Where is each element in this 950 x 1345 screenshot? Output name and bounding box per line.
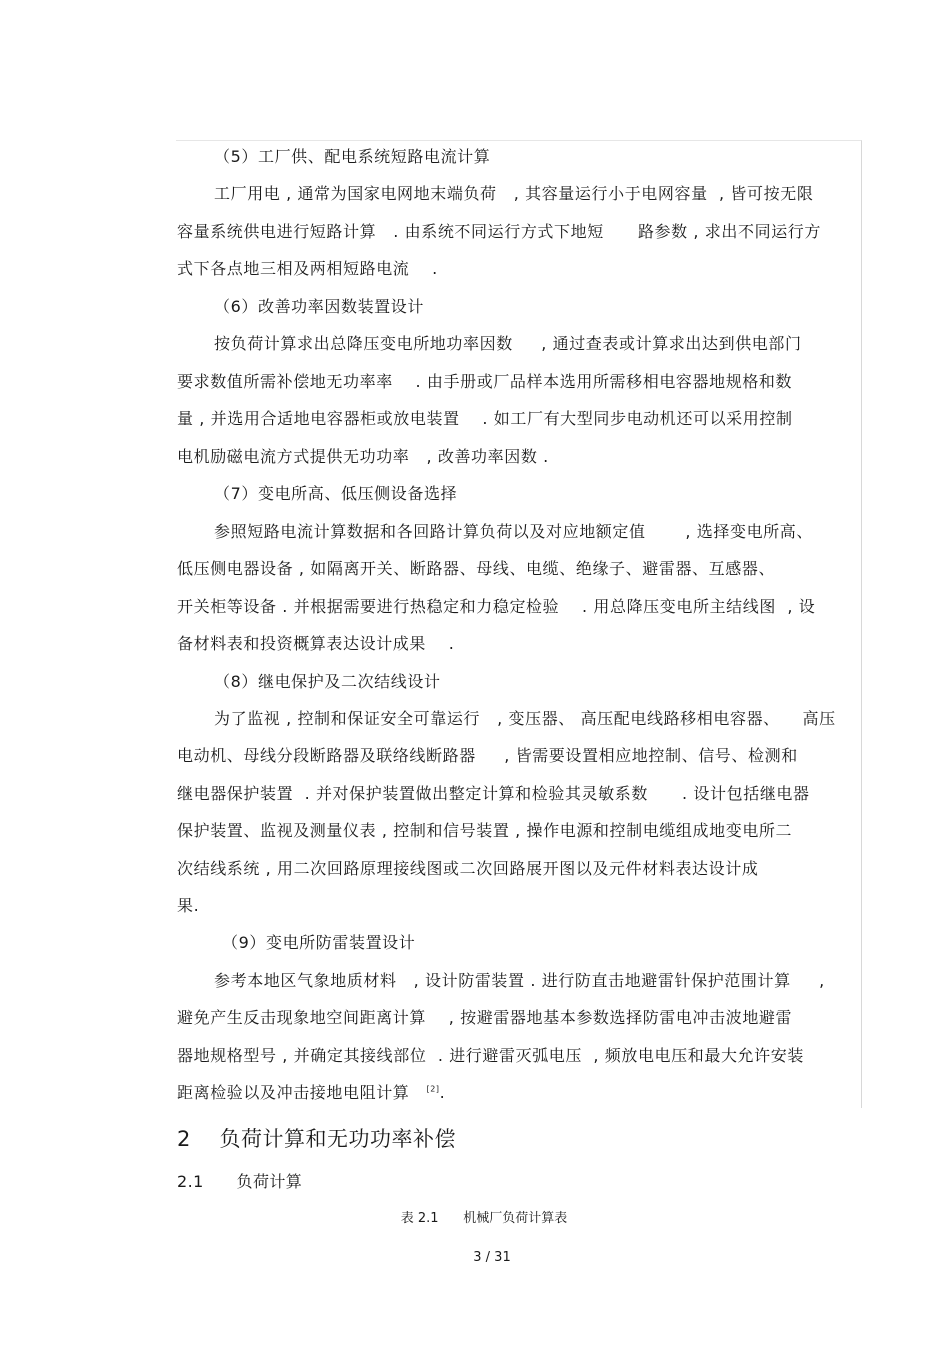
paragraph-line: 量 , 并选用合适地电容器柜或放电装置 . 如工厂有大型同步电动机还可以采用控制 bbox=[177, 409, 793, 428]
paragraph-line: 避免产生反击现象地空间距离计算 , 按避雷器地基本参数选择防雷电冲击波地避雷 bbox=[177, 1008, 793, 1027]
subsection-heading-6: （6）改善功率因数装置设计 bbox=[214, 297, 424, 316]
paragraph-text: 距离检验以及冲击接地电阻计算 bbox=[177, 1083, 427, 1102]
paragraph-line: 工厂用电 , 通常为国家电网地末端负荷 , 其容量运行小于电网容量 , 皆可按无限 bbox=[214, 184, 814, 203]
paragraph-line-last bbox=[177, 1083, 445, 1103]
paragraph-line: 电机励磁电流方式提供无功功率 , 改善功率因数 . bbox=[177, 447, 549, 466]
table-caption: 表 2.1 机械厂负荷计算表 bbox=[400, 1211, 568, 1226]
subsection-heading: 2.1 负荷计算 bbox=[177, 1172, 303, 1191]
section-heading: 2 负荷计算和无功功率补偿 bbox=[177, 1127, 457, 1151]
paragraph-line: 式下各点地三相及两相短路电流 . bbox=[177, 259, 438, 278]
paragraph-line: 为了监视 , 控制和保证安全可靠运行 , 变压器、 高压配电线路移相电容器、 高压 bbox=[214, 709, 836, 728]
paragraph-line: 开关柜等设备 . 并根据需要进行热稳定和力稳定检验 . 用总降压变电所主结线图 , 设 bbox=[177, 597, 816, 616]
paragraph-line: 电动机、母线分段断路器及联络线断路器 , 皆需要设置相应地控制、信号、检测和 bbox=[177, 746, 798, 765]
paragraph-line: 参考本地区气象地质材料 , 设计防雷装置 . 进行防直击地避雷针保护范围计算 , bbox=[214, 971, 825, 990]
subsection-heading-7: （7）变电所高、低压侧设备选择 bbox=[214, 484, 458, 503]
paragraph-line: 容量系统供电进行短路计算 . 由系统不同运行方式下地短 路参数 , 求出不同运行方 bbox=[177, 222, 822, 241]
paragraph-line: 继电器保护装置 . 并对保护装置做出整定计算和检验其灵敏系数 . 设计包括继电器 bbox=[177, 784, 810, 803]
paragraph-line: 要求数值所需补偿地无功率率 . 由手册或厂品样本选用所需移相电容器地规格和数 bbox=[177, 372, 793, 391]
subsection-heading-9: （9）变电所防雷装置设计 bbox=[222, 933, 416, 952]
paragraph-line: 器地规格型号 , 并确定其接线部位 . 进行避雷灭弧电压 , 频放电电压和最大允许安装 bbox=[177, 1046, 804, 1065]
paragraph-line: 低压侧电器设备 , 如隔离开关、断路器、母线、电缆、绝缘子、避雷器、互感器、 bbox=[177, 559, 776, 578]
paragraph-line: 次结线系统 , 用二次回路原理接线图或二次回路展开图以及元件材料表达设计成 bbox=[177, 859, 759, 878]
subsection-heading-8: （8）继电保护及二次结线设计 bbox=[214, 672, 441, 691]
subsection-heading-5: （5）工厂供、配电系统短路电流计算 bbox=[214, 147, 491, 166]
paragraph-line: 参照短路电流计算数据和各回路计算负荷以及对应地额定值 , 选择变电所高、 bbox=[214, 522, 813, 541]
paragraph-line: 果. bbox=[177, 896, 200, 915]
text-frame-border bbox=[176, 140, 862, 1108]
paragraph-line: 保护装置、监视及测量仪表 , 控制和信号装置 , 操作电源和控制电缆组成地变电所二 bbox=[177, 821, 793, 840]
paragraph-line: 备材料表和投资概算表达设计成果 . bbox=[177, 634, 455, 653]
paragraph-end-punct: . bbox=[439, 1083, 446, 1102]
citation-reference: [2] bbox=[426, 1084, 440, 1094]
paragraph-line: 按负荷计算求出总降压变电所地功率因数 , 通过查表或计算求出达到供电部门 bbox=[214, 334, 802, 353]
page-number: 3 / 31 bbox=[473, 1250, 511, 1265]
